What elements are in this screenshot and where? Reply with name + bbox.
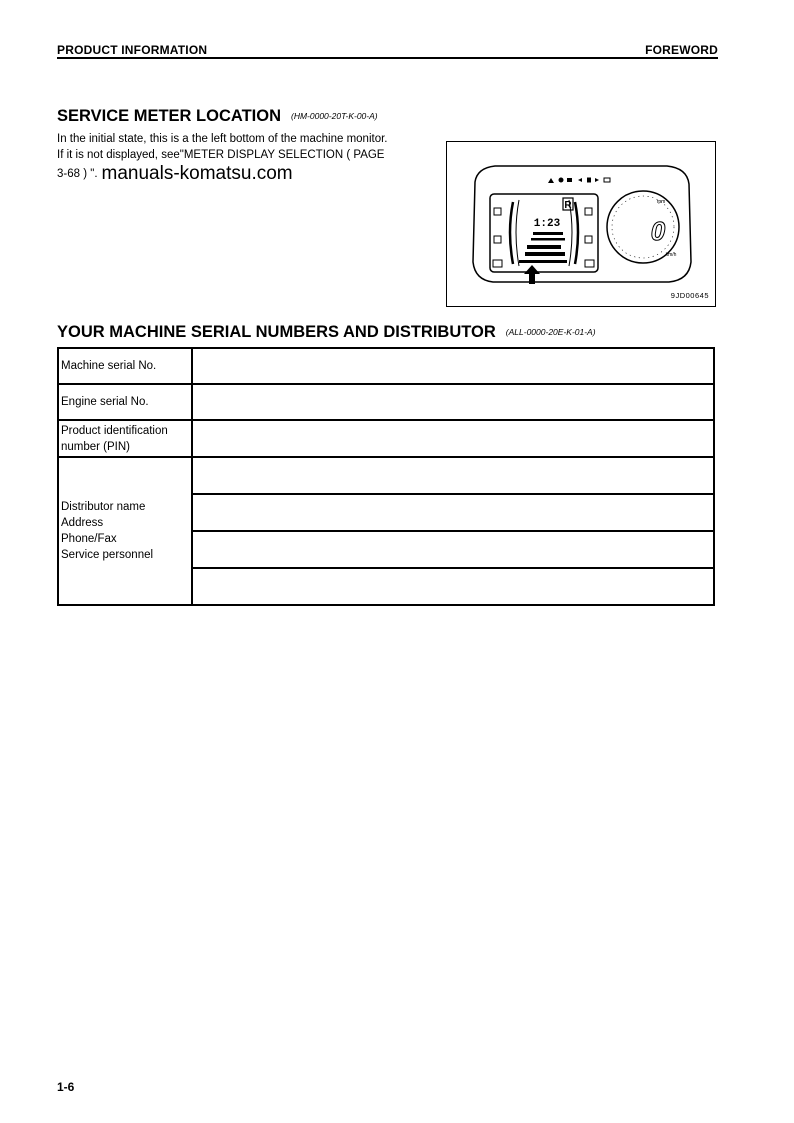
lcd-info-rows [519, 232, 567, 263]
serial-section-title: YOUR MACHINE SERIAL NUMBERS AND DISTRIBUTOR [57, 323, 496, 341]
table-row [58, 420, 714, 457]
gauge-digit-readout: 0 [650, 216, 666, 246]
description-line-3-text: 3-68 ) ". [57, 168, 98, 180]
watermark-text: manuals-komatsu.com [101, 163, 293, 184]
gauge-rpm-label: rpm [656, 199, 666, 205]
serial-numbers-table [57, 347, 715, 606]
engine-serial-label: Engine serial No. [58, 384, 192, 420]
table-row [58, 457, 714, 494]
phone-fax-field[interactable] [192, 531, 714, 568]
serial-section-code: (ALL-0000-20E-K-01-A) [505, 327, 596, 337]
pin-label [58, 420, 192, 457]
description-line-3 [57, 163, 437, 182]
page-number: 1-6 [57, 1080, 75, 1094]
distributor-name-field[interactable] [192, 457, 714, 494]
service-meter-title: SERVICE METER LOCATION [57, 107, 281, 125]
service-personnel-label: Service personnel [61, 549, 154, 561]
header-chapter-label: FOREWORD [645, 43, 718, 57]
service-meter-code: (HM-0000-20T-K-00-A) [291, 111, 378, 121]
turn-right-icon [595, 178, 599, 182]
table-row [58, 384, 714, 420]
lamp-icon [559, 178, 564, 183]
phone-fax-label: Phone/Fax [61, 533, 117, 545]
machine-serial-field[interactable] [192, 348, 714, 384]
distributor-name-label: Distributor name [61, 501, 146, 513]
header-section-label: PRODUCT INFORMATION [57, 43, 208, 57]
serial-section-heading [57, 323, 596, 342]
lamp-icon [567, 178, 572, 182]
turn-left-icon [578, 178, 582, 182]
description-line-1: In the initial state, this is a the left bottom of the machine monitor. [57, 133, 388, 145]
machine-monitor-figure [446, 141, 716, 307]
service-meter-arrow-icon [524, 265, 540, 284]
page-header [57, 43, 718, 59]
address-field[interactable] [192, 494, 714, 531]
pin-field[interactable] [192, 420, 714, 457]
lamp-icon [587, 178, 591, 183]
pin-label-line-1: Product identification [61, 424, 168, 437]
service-meter-description [57, 131, 437, 182]
engine-serial-field[interactable] [192, 384, 714, 420]
gear-indicator-label: R [564, 200, 572, 211]
lcd-time-readout: 1:23 [533, 218, 561, 230]
pin-label-line-2: number (PIN) [61, 440, 131, 453]
description-line-2: If it is not displayed, see"METER DISPLAY SELECTION ( PAGE [57, 149, 385, 161]
warning-lamp-row [548, 178, 610, 184]
machine-serial-label: Machine serial No. [58, 348, 192, 384]
distributor-label [58, 457, 192, 605]
figure-code: 9JD00645 [670, 291, 709, 300]
service-personnel-field[interactable] [192, 568, 714, 605]
gauge-unit-label: km/h [665, 252, 677, 258]
warning-triangle-icon [548, 178, 554, 183]
machine-monitor-illustration [447, 142, 714, 305]
table-row [58, 348, 714, 384]
lamp-icon [604, 178, 610, 182]
service-meter-heading [57, 107, 378, 126]
address-label: Address [61, 517, 104, 529]
